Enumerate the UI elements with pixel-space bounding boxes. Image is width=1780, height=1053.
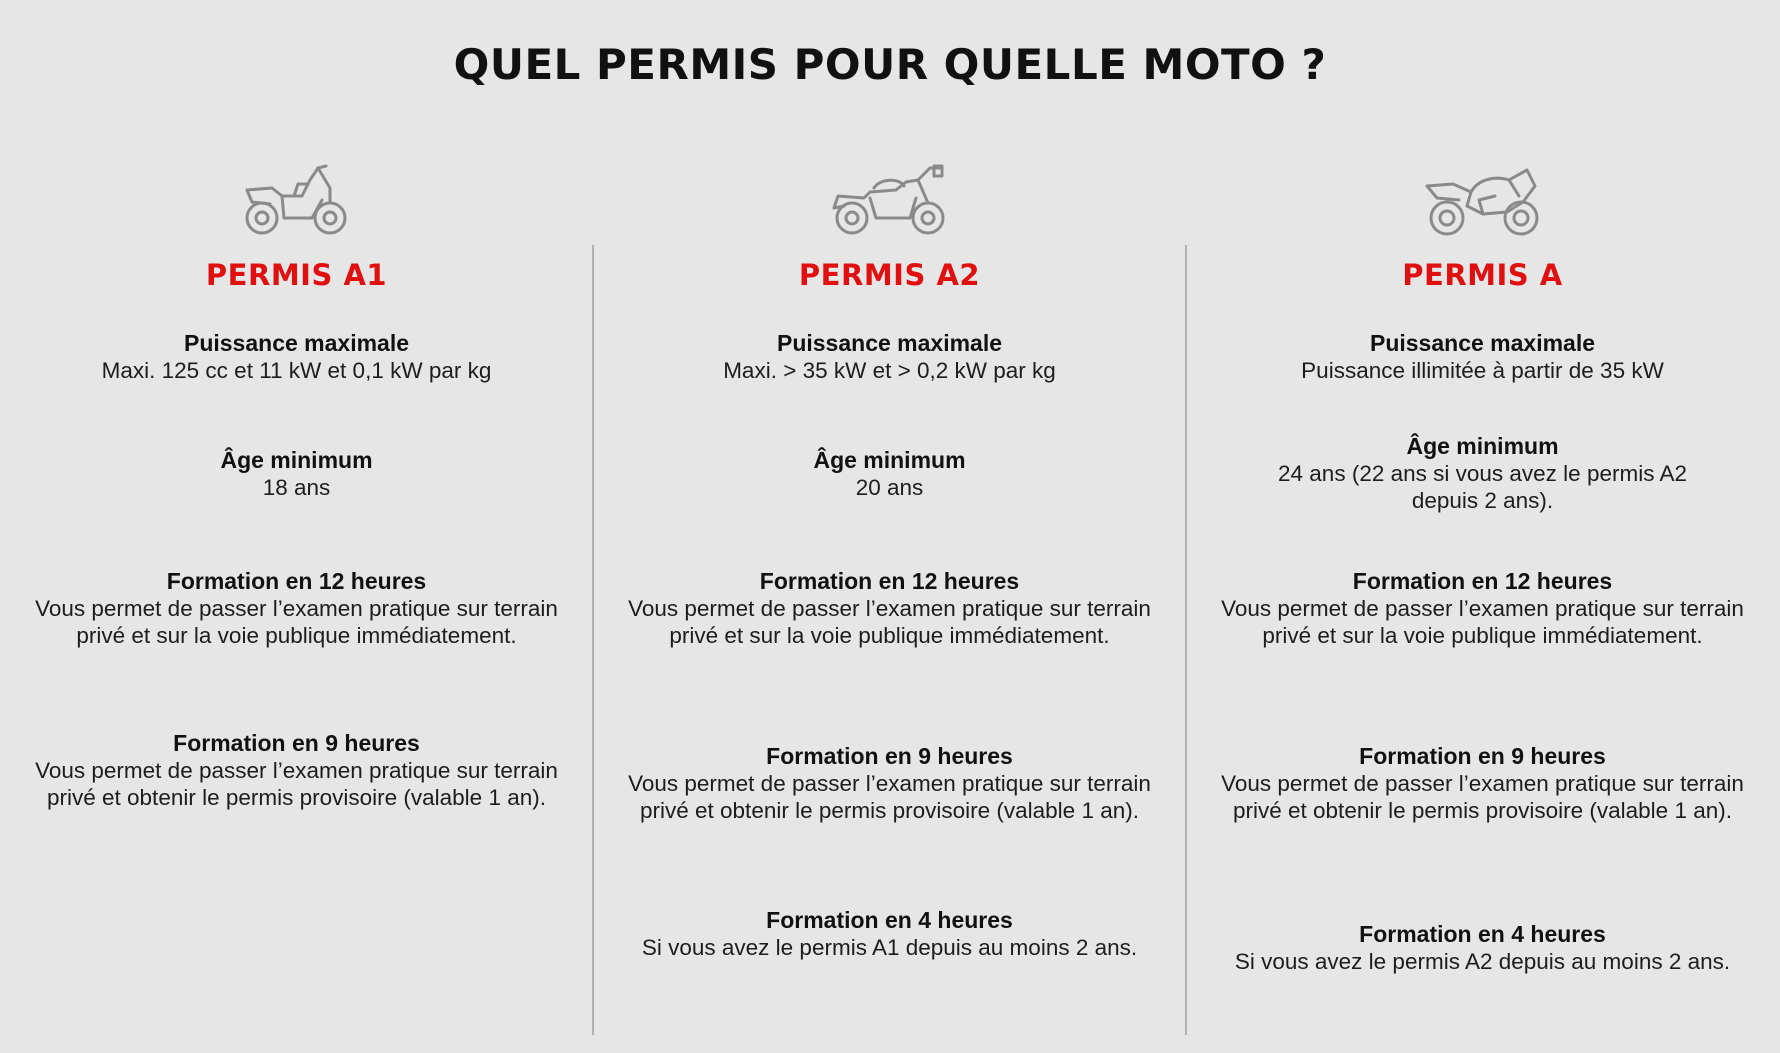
info-section [593, 743, 1186, 824]
section-text: Si vous avez le permis A1 depuis au moins 2 ans. [641, 935, 1138, 960]
section-text: Maxi. > 35 kW et > 0,2 kW par kg [723, 358, 1056, 383]
permit-column-a [1186, 0, 1779, 1053]
section-heading: Puissance maximale [776, 330, 1003, 356]
info-section [593, 568, 1186, 649]
info-section [1186, 743, 1779, 824]
section-text: 18 ans [262, 475, 331, 500]
section-heading: Âge minimum [220, 447, 373, 473]
section-heading: Formation en 9 heures [766, 743, 1013, 769]
page-title: QUEL PERMIS POUR QUELLE MOTO ? [453, 40, 1327, 89]
section-text: Vous permet de passer l’examen pratique sur terrain privé et sur la voie publique immédiatement. [35, 596, 558, 648]
sport-motorcycle-icon [1423, 160, 1543, 240]
section-heading: Puissance maximale [1369, 330, 1596, 356]
section-text: 20 ans [855, 475, 924, 500]
section-text: Vous permet de passer l’examen pratique sur terrain privé et sur la voie publique immédiatement. [1221, 596, 1744, 648]
section-text: Vous permet de passer l’examen pratique sur terrain privé et obtenir le permis provisoire (valable 1 an). [1221, 771, 1744, 823]
section-heading: Formation en 12 heures [166, 568, 427, 594]
info-section [1186, 921, 1779, 975]
info-section [1186, 568, 1779, 649]
info-section [0, 730, 593, 811]
section-text: Puissance illimitée à partir de 35 kW [1301, 358, 1664, 383]
permit-label: PERMIS A [1402, 258, 1563, 292]
section-heading: Formation en 9 heures [1359, 743, 1606, 769]
permit-label: PERMIS A1 [205, 258, 388, 292]
section-heading: Formation en 4 heures [1359, 921, 1606, 947]
section-text: Vous permet de passer l’examen pratique sur terrain privé et obtenir le permis provisoire (valable 1 an). [35, 758, 558, 810]
section-heading: Formation en 9 heures [173, 730, 420, 756]
section-text: Vous permet de passer l’examen pratique sur terrain privé et obtenir le permis provisoire (valable 1 an). [628, 771, 1151, 823]
naked-motorcycle-icon [242, 160, 352, 240]
section-heading: Formation en 4 heures [766, 907, 1013, 933]
info-section [0, 330, 593, 384]
info-section [593, 330, 1186, 384]
info-section [593, 447, 1186, 501]
section-text: Maxi. 125 cc et 11 kW et 0,1 kW par kg [101, 358, 492, 383]
section-heading: Formation en 12 heures [759, 568, 1020, 594]
permit-label: PERMIS A2 [798, 258, 981, 292]
info-section [0, 568, 593, 649]
section-heading: Âge minimum [813, 447, 966, 473]
info-section [1186, 330, 1779, 384]
classic-motorcycle-icon [830, 160, 950, 240]
section-text: 24 ans (22 ans si vous avez le permis A2 depuis 2 ans). [1278, 461, 1687, 513]
info-section [0, 447, 593, 501]
info-section [593, 907, 1186, 961]
section-text: Vous permet de passer l’examen pratique sur terrain privé et sur la voie publique immédiatement. [628, 596, 1151, 648]
section-heading: Formation en 12 heures [1352, 568, 1613, 594]
section-text: Si vous avez le permis A2 depuis au moins 2 ans. [1234, 949, 1731, 974]
info-section [1186, 433, 1779, 514]
permit-column-a2 [593, 0, 1186, 1053]
section-heading: Âge minimum [1406, 433, 1559, 459]
section-heading: Puissance maximale [183, 330, 410, 356]
permit-column-a1 [0, 0, 593, 1053]
